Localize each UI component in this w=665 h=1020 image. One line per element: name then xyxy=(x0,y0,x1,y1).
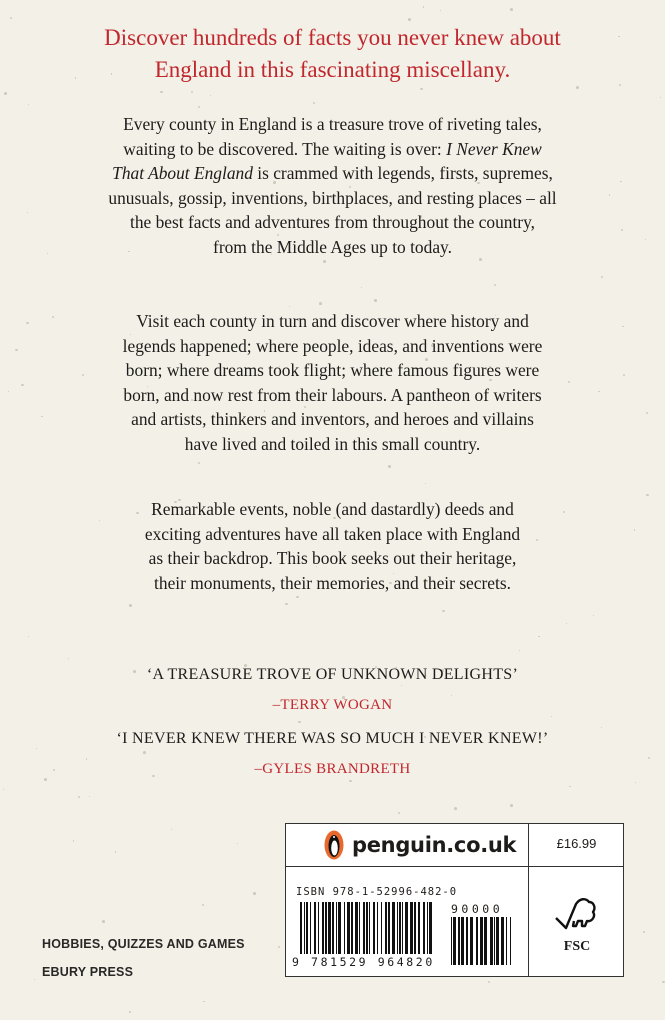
barcode-bar xyxy=(510,917,511,965)
text-line: legends happened; where people, ideas, and inventions were xyxy=(122,335,543,356)
divider xyxy=(286,866,623,867)
text-line: and artists, thinkers and inventors, and heroes and villains xyxy=(131,409,534,430)
publisher-website xyxy=(324,830,516,860)
barcode-bar xyxy=(351,902,353,954)
barcode-bar xyxy=(402,902,403,954)
barcode-bar xyxy=(423,902,425,954)
barcode-bar xyxy=(381,902,382,954)
website-text: penguin.co.uk xyxy=(352,833,517,857)
text-line: as their backdrop. This book seeks out their heritage, xyxy=(148,548,517,569)
barcode-bar xyxy=(314,902,316,954)
barcode-bar xyxy=(377,902,378,954)
barcode-bar xyxy=(304,902,305,954)
barcode-bar xyxy=(332,902,334,954)
barcode-bar xyxy=(501,917,504,965)
text-line: Visit each county in turn and discover where history and xyxy=(136,311,529,331)
text-line: from the Middle Ages up to today. xyxy=(213,236,452,257)
barcode-bar xyxy=(338,902,341,954)
quote-attribution: –GYLES BRANDRETH xyxy=(254,761,411,777)
barcode-bar xyxy=(392,902,395,954)
text-line: Remarkable events, noble (and dastardly) deeds and xyxy=(151,499,514,519)
text-line xyxy=(0,137,665,162)
fsc-label: FSC xyxy=(563,939,591,954)
text-line: the best facts and adventures from throughout the country, xyxy=(129,212,536,233)
barcode-bar xyxy=(363,902,365,954)
barcode-bar xyxy=(427,902,428,954)
barcode-bar xyxy=(399,902,401,954)
barcode-digits: 9 781529 964820 xyxy=(292,955,435,969)
barcode-bar xyxy=(359,902,360,954)
review-quote: ‘A TREASURE TROVE OF UNKNOWN DELIGHTS’ xyxy=(146,666,519,683)
addon-digits: 90000 xyxy=(451,902,504,916)
blurb-paragraph-2 xyxy=(0,309,665,457)
barcode-bar xyxy=(344,902,345,954)
barcode-bar xyxy=(466,917,468,965)
barcode-bar xyxy=(453,917,456,965)
barcode-bar xyxy=(405,902,408,954)
barcode-bar xyxy=(369,902,370,954)
addon-barcode xyxy=(451,917,515,965)
text-line: have lived and toiled in this small country. xyxy=(184,433,481,454)
quote-attribution: –TERRY WOGAN xyxy=(272,697,393,713)
barcode-panel xyxy=(285,823,624,977)
barcode-bar xyxy=(461,917,464,965)
barcode-bar xyxy=(306,902,308,954)
barcode-bar xyxy=(494,917,495,965)
review-quote: ‘I NEVER KNEW THERE WAS SO MUCH I NEVER KNEW!’ xyxy=(116,730,549,747)
barcode-bar xyxy=(355,902,358,954)
barcode-bar xyxy=(373,902,375,954)
text-line: born, and now rest from their labours. A pantheon of writers xyxy=(123,384,542,405)
category-label: HOBBIES, QUIZZES AND GAMES xyxy=(42,937,245,951)
blurb-paragraph-3 xyxy=(0,497,665,595)
barcode-bar xyxy=(322,902,324,954)
barcode-bar xyxy=(366,902,368,954)
text-span: waiting to be discovered. The waiting is over: xyxy=(123,138,447,159)
barcode-bar xyxy=(410,902,413,954)
text-line xyxy=(0,161,665,186)
barcode-bar xyxy=(496,917,499,965)
penguin-logo-icon xyxy=(324,830,344,860)
text-line: their monuments, their memories, and their secrets. xyxy=(154,572,511,593)
barcode-bar xyxy=(418,902,420,954)
barcode-bar xyxy=(325,902,327,954)
headline xyxy=(0,22,665,86)
barcode-bar xyxy=(480,917,483,965)
barcode-bar xyxy=(429,902,432,954)
publisher-imprint: EBURY PRESS xyxy=(42,965,134,979)
headline-line: Discover hundreds of facts you never knew about xyxy=(104,25,561,50)
text-line: exciting adventures have all taken place with England xyxy=(144,523,521,544)
barcode-bar xyxy=(310,902,311,954)
barcode-bar xyxy=(470,917,473,965)
barcode-bar xyxy=(490,917,493,965)
blurb-paragraph-1 xyxy=(0,112,665,260)
barcode-bar xyxy=(388,902,390,954)
barcode-bar xyxy=(451,917,452,965)
price: £16.99 xyxy=(556,836,597,851)
text-line: born; where dreams took flight; where famous figures were xyxy=(125,360,540,381)
barcode-bar xyxy=(300,902,302,954)
barcode-bar xyxy=(506,917,507,965)
text-span: is crammed with legends, firsts, supremes, xyxy=(252,163,553,184)
barcode-bar xyxy=(347,902,350,954)
barcode-bar xyxy=(328,902,331,954)
fsc-logo xyxy=(552,894,602,955)
barcode-bar xyxy=(336,902,337,954)
headline-line: England in this fascinating miscellany. xyxy=(154,57,511,82)
barcode-bar xyxy=(397,902,398,954)
book-title-italic: I Never Knew xyxy=(446,138,542,159)
barcode-bar xyxy=(484,917,487,965)
book-title-italic: That About England xyxy=(112,163,253,184)
fsc-tree-icon xyxy=(554,894,600,934)
barcode-bar xyxy=(458,917,460,965)
barcode-bar xyxy=(318,902,319,954)
barcode-bar xyxy=(476,917,478,965)
barcode-bar xyxy=(385,902,387,954)
text-line: unusuals, gossip, inventions, birthplaces, and resting places – all xyxy=(108,187,557,208)
text-line: Every county in England is a treasure trove of riveting tales, xyxy=(123,114,542,134)
barcode-bar xyxy=(414,902,416,954)
isbn: ISBN 978-1-52996-482-0 xyxy=(296,886,458,898)
